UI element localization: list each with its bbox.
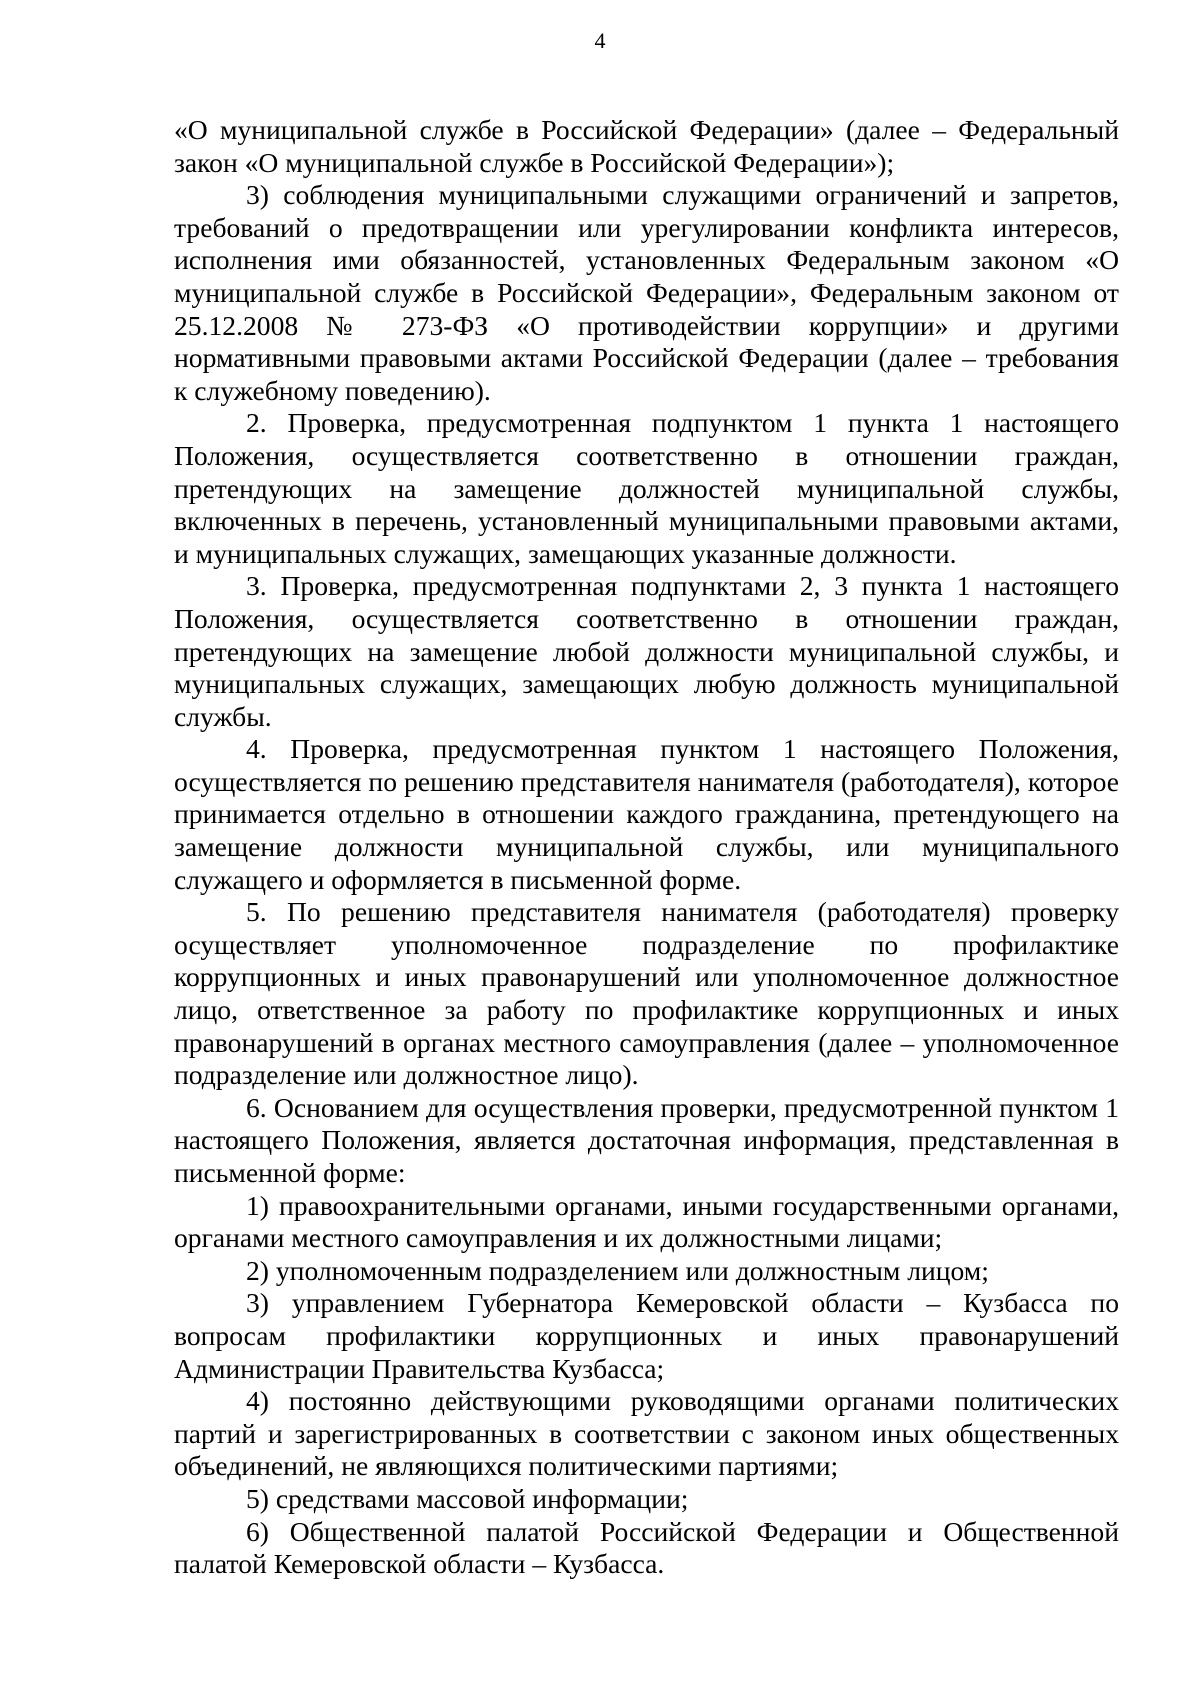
list-item: 2) уполномоченным подразделением или должностным лицом;: [246, 1254, 989, 1286]
list-item: 5) средствами массовой информации;: [246, 1482, 689, 1514]
paragraph: «О муниципальной службе в Российской Федерации» (далее – Федеральный закон «О муниципальной службе в Российской Федерации»);: [174, 114, 1119, 178]
paragraph: 5. По решению представителя нанимателя (работодателя) проверку осуществляет уполномоченное подразделение по профилактике коррупционных и иных правонарушений или уполномоченное должностное лицо, ответственное за работу по профилактике коррупционных и иных правонарушений в органах местного самоуправления (далее – уполномоченное подразделение или должностное лицо).: [174, 896, 1119, 1091]
list-item: 1) правоохранительными органами, иными государственными органами, органами местного самоуправления и их должностными лицами;: [174, 1189, 1119, 1254]
list-item: 4) постоянно действующими руководящими органами политических партий и зарегистрированных в соответствии с законом иных общественных объединений, не являющихся политическими партиями;: [174, 1385, 1119, 1482]
list-item: 6) Общественной палатой Российской Федерации и Общественной палатой Кемеровской области – Кузбасса.: [174, 1515, 1119, 1580]
list-item: 3) управлением Губернатора Кемеровской области – Кузбасса по вопросам профилактики коррупционных и иных правонарушений Администрации Правительства Кузбасса;: [174, 1287, 1119, 1384]
paragraph: 3. Проверка, предусмотренная подпунктами 2, 3 пункта 1 настоящего Положения, осуществляется соответственно в отношении граждан, претендующих на замещение любой должности муниципальной службы, и муниципальных служащих, замещающих любую должность муниципальной службы.: [174, 570, 1119, 732]
paragraph: 6. Основанием для осуществления проверки, предусмотренной пунктом 1 настоящего Положения, является достаточная информация, представленная в письменной форме:: [174, 1091, 1119, 1188]
paragraph: 3) соблюдения муниципальными служащими ограничений и запретов, требований о предотвращении или урегулировании конфликта интересов, исполнения ими обязанностей, установленных Федеральным законом «О муниципальной службе в Российской Федерации», Федеральным законом от 25.12.2008 № 273-ФЗ «О противодействии коррупции» и другими нормативными правовыми актами Российской Федерации (далее – требования к служебному поведению).: [174, 179, 1119, 406]
document-body: [174, 114, 1119, 1581]
paragraph: 4. Проверка, предусмотренная пунктом 1 настоящего Положения, осуществляется по решению представителя нанимателя (работодателя), которое принимается отдельно в отношении каждого гражданина, претендующего на замещение должности муниципальной службы, или муниципального служащего и оформляется в письменной форме.: [174, 733, 1119, 895]
paragraph: 2. Проверка, предусмотренная подпунктом 1 пункта 1 настоящего Положения, осуществляется соответственно в отношении граждан, претендующих на замещение должностей муниципальной службы, включенных в перечень, установленный муниципальными правовыми актами, и муниципальных служащих, замещающих указанные должности.: [174, 407, 1119, 569]
page-number: 4: [594, 28, 606, 53]
